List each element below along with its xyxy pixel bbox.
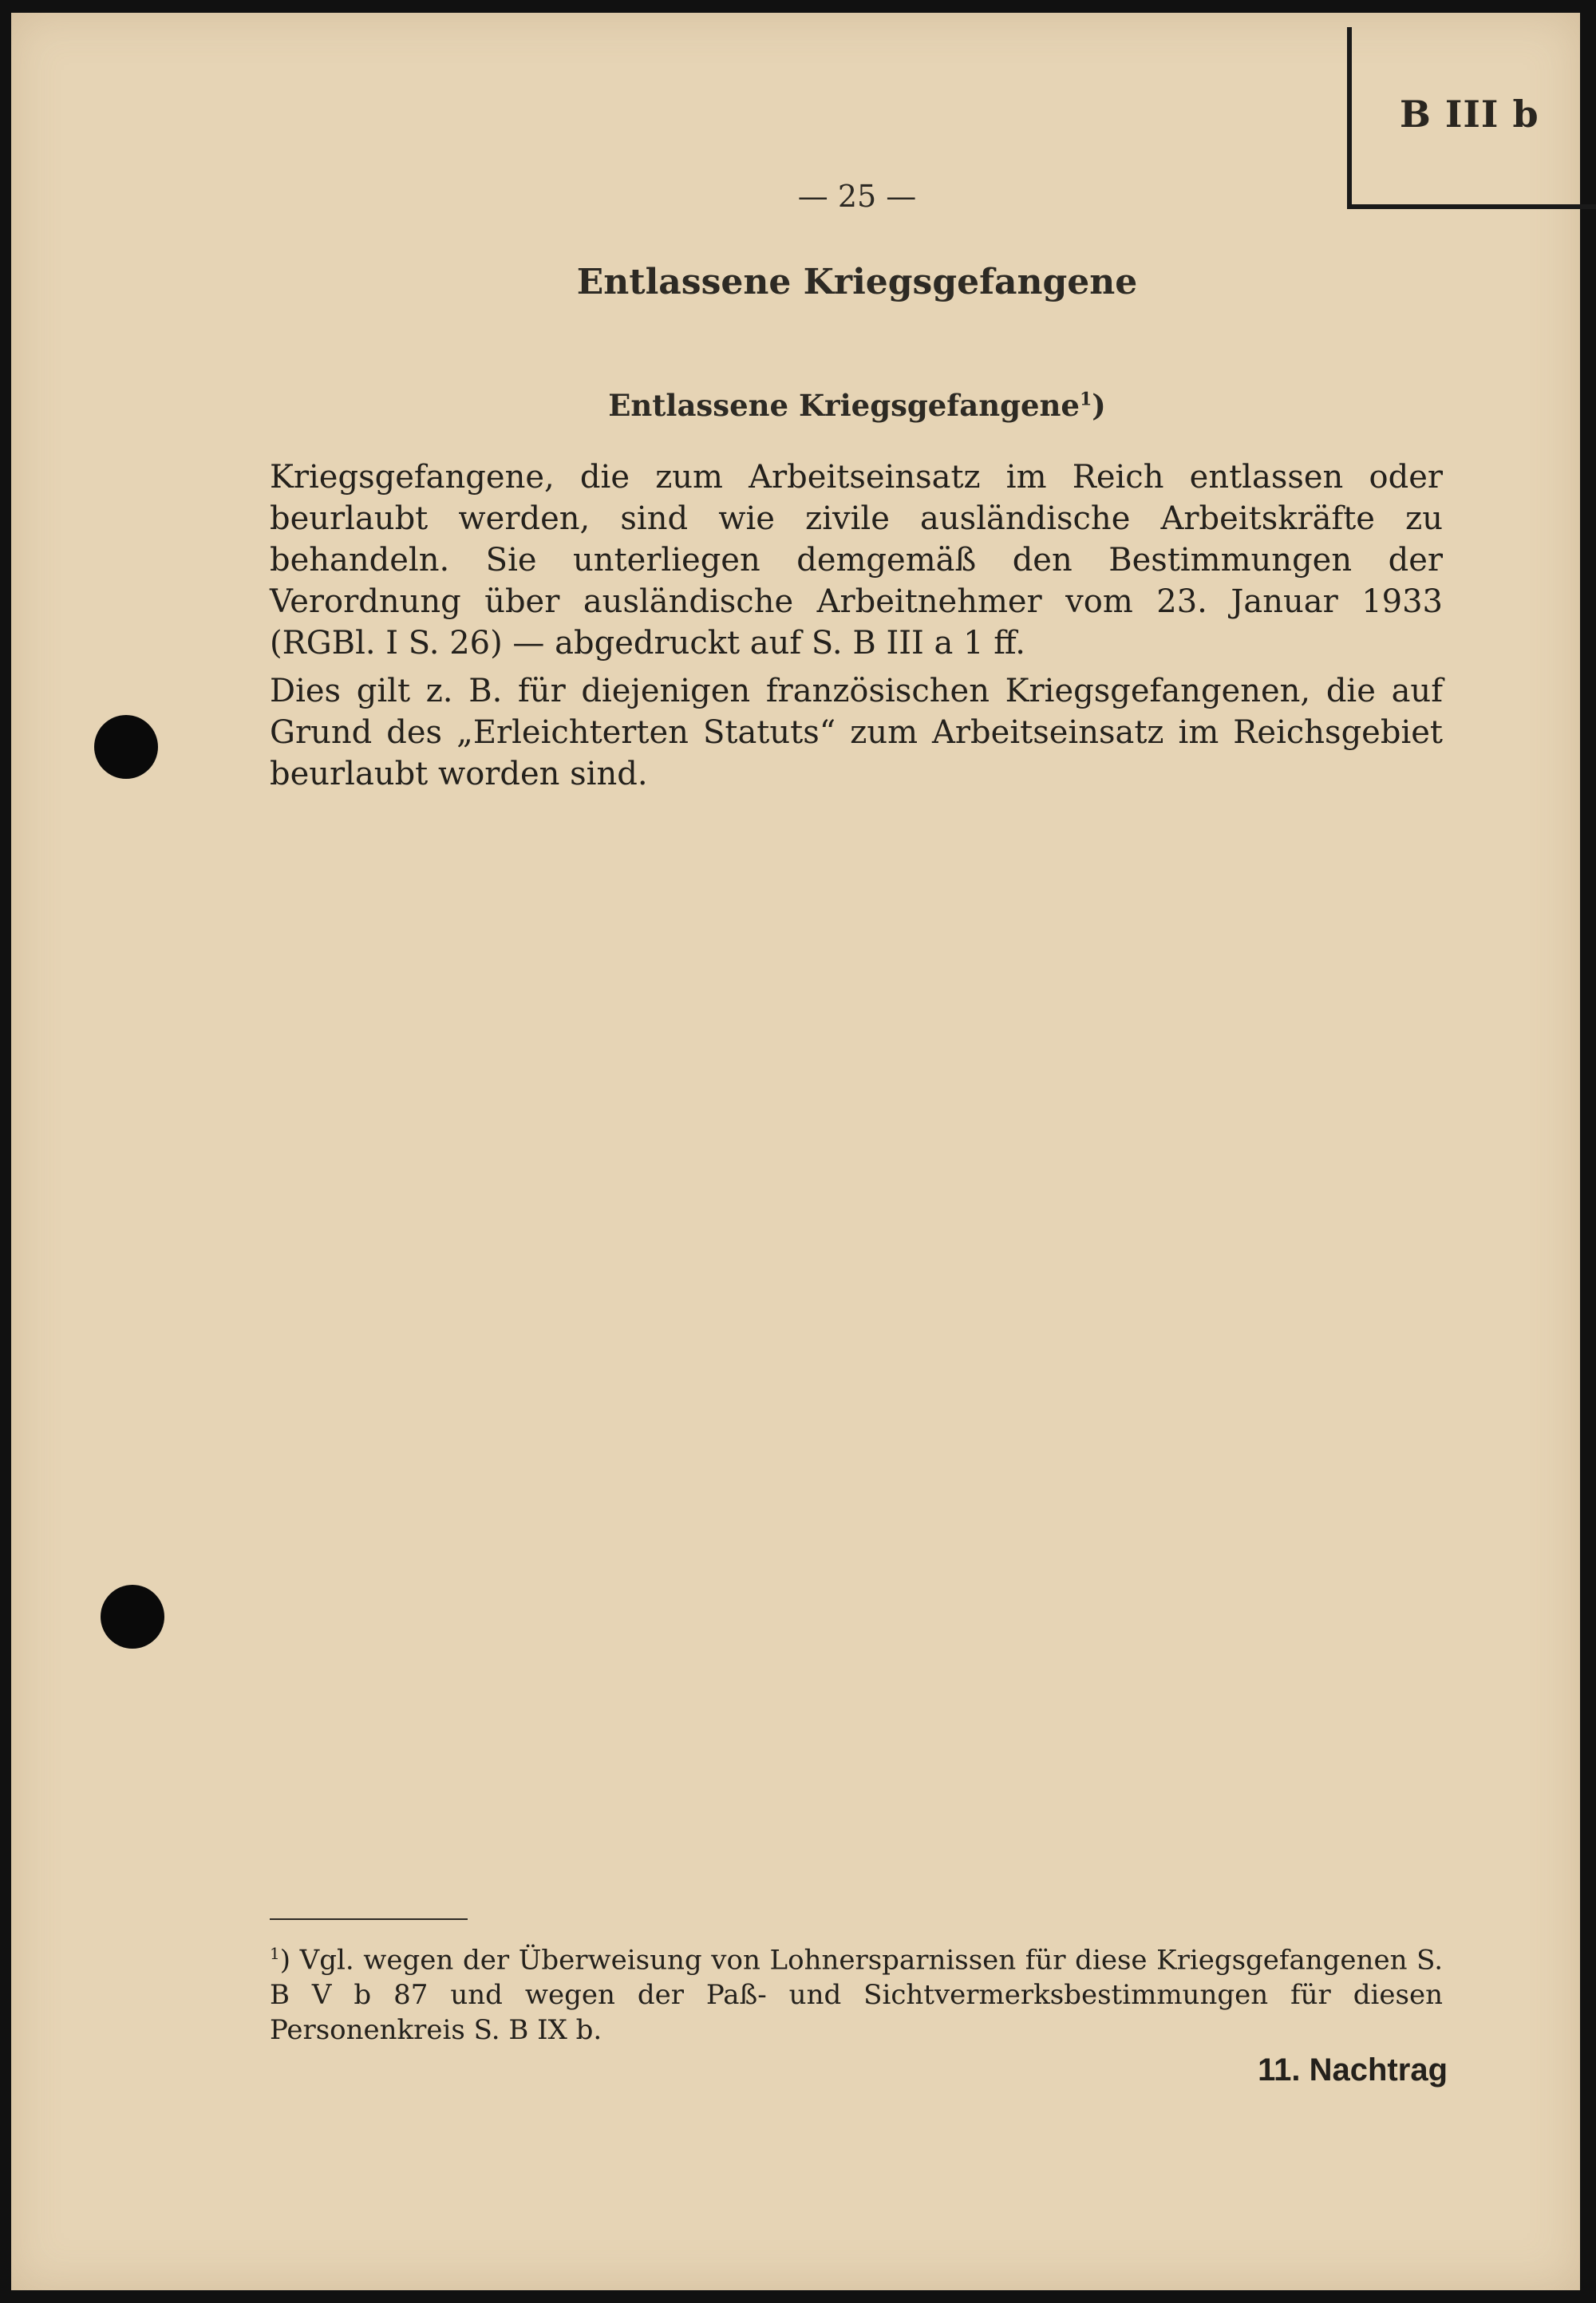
footnote-marker: 1 [270,1944,280,1963]
section-heading [522,388,1192,423]
punch-hole-bottom [101,1585,164,1649]
paragraph-1: Kriegsgefangene, die zum Arbeitseinsatz im Reich entlassen oder beurlaubt werden, sind wie zivile ausländische Arbeitskräfte zu behandeln. Sie unterliegen demgemäß den Bestimmungen der Verordnung über ausländische Arbeitnehmer vom 23. Januar 1933 (RGBl. I S. 26) — abgedruckt auf S. B III a 1 ff. [270,459,1443,662]
page-title: Entlassene Kriegsgefangene [576,262,1138,302]
footnote [270,1936,1443,2048]
footnote-text: Vgl. wegen der Überweisung von Lohnersparnissen für diese Kriegsgefangenen S. B V b 87 und wegen der Paß- und Sichtvermerksbestimmungen für diesen Personenkreis S. B IX b. [270,1944,1444,2047]
footnote-reference-suffix: ) [1092,388,1106,423]
footnote-reference: 1 [1079,389,1092,410]
footnote-divider [270,1918,468,1920]
paragraph-2: Dies gilt z. B. für diejenigen französischen Kriegsgefangenen, die auf Grund des „Erleichterten Statuts“ zum Arbeitseinsatz im Reichsgebiet beurlaubt worden sind. [270,673,1443,792]
section-heading-text: Entlassene Kriegsgefangene [608,388,1080,423]
punch-hole-top [94,715,158,779]
footnote-marker-suffix: ) [279,1944,290,1977]
supplement-label: 11. Nachtrag [1258,2052,1448,2088]
document-page [11,13,1580,2290]
register-tab [1347,27,1596,209]
page-number: — 25 — [797,179,917,214]
register-tab-label: B III b [1400,93,1539,136]
